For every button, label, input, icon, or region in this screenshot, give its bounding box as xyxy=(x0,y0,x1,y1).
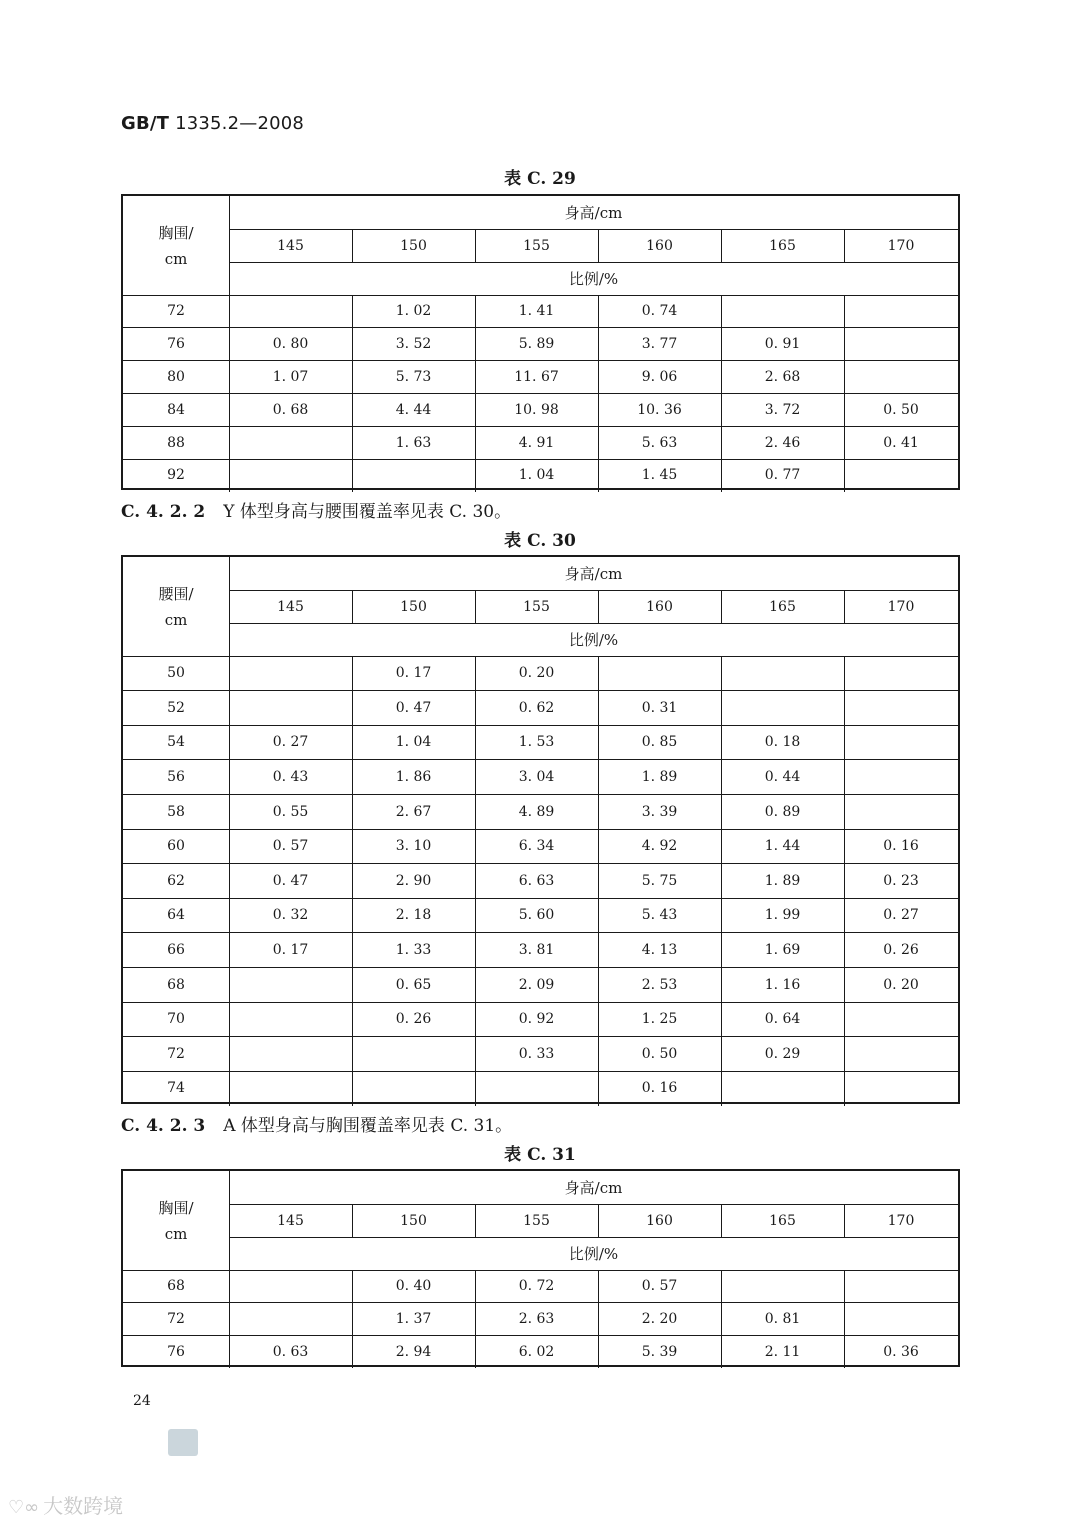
table-cell xyxy=(229,1037,352,1072)
table-cell: 5. 73 xyxy=(395,368,432,385)
table-cell xyxy=(721,1071,844,1106)
table-cell xyxy=(229,1303,352,1336)
table-cell: 1. 04 xyxy=(395,734,432,751)
table-cell xyxy=(844,1270,958,1303)
stub-label-line2: cm xyxy=(164,249,188,268)
table-cell: 0. 16 xyxy=(883,838,919,855)
table-cell: 1. 44 xyxy=(764,838,801,855)
table-cell: 3. 72 xyxy=(764,401,801,418)
table-cell: 0. 68 xyxy=(272,401,309,418)
table-cell: 0. 72 xyxy=(518,1278,555,1295)
table-cell: 2. 68 xyxy=(764,368,801,385)
table-cell: 0. 27 xyxy=(883,907,919,924)
table-cell xyxy=(844,760,958,795)
row-key: 76 xyxy=(167,1343,185,1360)
table-cell xyxy=(229,691,352,726)
table-cell: 6. 02 xyxy=(518,1343,555,1360)
row-key: 62 xyxy=(167,872,185,889)
table-cell: 11. 67 xyxy=(514,368,559,385)
row-key: 88 xyxy=(167,434,185,451)
column-header: 170 xyxy=(887,1212,915,1229)
table-cell: 1. 04 xyxy=(518,467,555,484)
row-key: 76 xyxy=(167,336,185,353)
table-cell: 5. 39 xyxy=(641,1343,678,1360)
row-key: 74 xyxy=(167,1080,185,1097)
table-cell: 2. 20 xyxy=(641,1311,678,1328)
table-cell: 2. 18 xyxy=(395,907,432,924)
row-key: 72 xyxy=(167,303,185,320)
table-cell: 2. 63 xyxy=(518,1311,555,1328)
table-cell xyxy=(229,459,352,492)
table-cell: 1. 89 xyxy=(641,769,678,786)
row-key: 52 xyxy=(167,699,185,716)
table-cell: 0. 50 xyxy=(641,1045,678,1062)
table-cell xyxy=(844,691,958,726)
table-cell: 0. 33 xyxy=(518,1045,555,1062)
table-cell: 2. 94 xyxy=(395,1343,432,1360)
table-cell: 0. 47 xyxy=(272,872,309,889)
table-cell: 0. 65 xyxy=(395,976,432,993)
table-cell: 0. 62 xyxy=(518,699,555,716)
ratio-label: 比例/% xyxy=(568,631,619,649)
row-key: 68 xyxy=(167,976,185,993)
table-cell xyxy=(844,1037,958,1072)
table-cell: 3. 77 xyxy=(641,336,678,353)
column-header: 145 xyxy=(277,237,304,254)
table-cell: 5. 63 xyxy=(641,434,678,451)
table-cell: 2. 67 xyxy=(395,803,432,820)
table-c30 xyxy=(121,555,960,1104)
table-cell: 0. 91 xyxy=(764,336,801,353)
table-cell: 1. 86 xyxy=(395,769,432,786)
table-cell: 2. 53 xyxy=(641,976,678,993)
table-cell xyxy=(844,361,958,394)
table-cell: 0. 26 xyxy=(395,1011,432,1028)
table-cell: 4. 92 xyxy=(641,838,678,855)
standard-code: 1335.2—2008 xyxy=(175,113,305,134)
column-header: 165 xyxy=(769,237,796,254)
column-group-label: 身高/cm xyxy=(564,1179,623,1197)
table-cell xyxy=(229,1002,352,1037)
row-key: 50 xyxy=(167,665,185,682)
table-cell xyxy=(352,1037,475,1072)
column-header: 150 xyxy=(400,1212,427,1229)
table-cell xyxy=(352,459,475,492)
table-cell xyxy=(721,656,844,691)
table-cell: 4. 89 xyxy=(518,803,555,820)
table-cell: 0. 18 xyxy=(764,734,801,751)
table-cell xyxy=(721,295,844,328)
table-cell xyxy=(229,426,352,459)
row-key: 64 xyxy=(167,907,185,924)
clause-c4-2-3 xyxy=(121,1111,512,1136)
table-cell: 0. 36 xyxy=(883,1343,919,1360)
table-cell xyxy=(844,328,958,361)
table-cell: 0. 44 xyxy=(764,769,801,786)
column-header: 160 xyxy=(646,1212,673,1229)
document-header xyxy=(121,113,304,134)
table-cell: 1. 33 xyxy=(395,942,432,959)
standard-prefix: GB/T xyxy=(121,113,170,134)
column-group-label: 身高/cm xyxy=(564,565,623,583)
table-cell xyxy=(598,656,721,691)
row-key: 58 xyxy=(167,803,185,820)
table-cell xyxy=(352,1071,475,1106)
table-cell: 1. 16 xyxy=(764,976,801,993)
table-cell: 0. 29 xyxy=(764,1045,801,1062)
stub-header xyxy=(123,1171,229,1270)
table-cell xyxy=(229,295,352,328)
stub-label-line2: cm xyxy=(164,610,188,629)
column-header: 155 xyxy=(523,237,550,254)
table-cell: 2. 90 xyxy=(395,872,432,889)
table-cell: 3. 04 xyxy=(518,769,555,786)
table-cell xyxy=(229,1270,352,1303)
table-cell: 1. 99 xyxy=(764,907,801,924)
table-cell: 4. 13 xyxy=(641,942,678,959)
publisher-logo xyxy=(168,1429,198,1456)
watermark-icon: ♡∞ xyxy=(8,1497,40,1518)
column-header: 160 xyxy=(646,237,673,254)
table-cell xyxy=(844,459,958,492)
table-cell: 10. 36 xyxy=(637,401,682,418)
column-header: 170 xyxy=(887,598,915,615)
table-cell: 1. 07 xyxy=(272,368,309,385)
table-cell xyxy=(229,1071,352,1106)
table-cell: 1. 45 xyxy=(641,467,678,484)
table-cell: 1. 89 xyxy=(764,872,801,889)
table-cell: 0. 20 xyxy=(518,665,555,682)
watermark-text: 大数跨境 xyxy=(43,1494,124,1518)
table-cell: 1. 53 xyxy=(518,734,555,751)
row-key: 68 xyxy=(167,1278,185,1295)
table-cell: 5. 75 xyxy=(641,872,678,889)
row-key: 70 xyxy=(167,1011,185,1028)
table-cell: 0. 47 xyxy=(395,699,432,716)
table-cell: 0. 85 xyxy=(641,734,678,751)
table-cell: 0. 26 xyxy=(883,942,919,959)
table-cell: 3. 10 xyxy=(395,838,432,855)
table-cell: 0. 41 xyxy=(883,434,919,451)
row-key: 72 xyxy=(167,1311,185,1328)
clause-text: A 体型身高与胸围覆盖率见表 C. 31。 xyxy=(223,1116,513,1136)
table-cell: 0. 27 xyxy=(272,734,309,751)
table-cell: 0. 31 xyxy=(641,699,678,716)
table-cell: 6. 34 xyxy=(518,838,555,855)
table-cell: 2. 09 xyxy=(518,976,555,993)
column-header: 145 xyxy=(277,1212,304,1229)
table-cell: 1. 63 xyxy=(395,434,432,451)
table-cell: 0. 32 xyxy=(272,907,309,924)
table-cell: 0. 80 xyxy=(272,336,309,353)
table-cell: 0. 17 xyxy=(395,665,432,682)
table-cell: 5. 89 xyxy=(518,336,555,353)
table-c31 xyxy=(121,1169,960,1367)
table-cell: 3. 81 xyxy=(518,942,555,959)
stub-label-line1: 胸围/ xyxy=(158,223,194,242)
table-cell: 10. 98 xyxy=(514,401,559,418)
table-cell: 0. 50 xyxy=(883,401,919,418)
page-number: 24 xyxy=(133,1393,151,1409)
row-key: 92 xyxy=(167,467,185,484)
table-cell xyxy=(229,656,352,691)
table-cell: 5. 60 xyxy=(518,907,555,924)
table-cell xyxy=(844,1071,958,1106)
table-caption-c31: 表 C. 31 xyxy=(504,1145,576,1165)
table-cell: 0. 43 xyxy=(272,769,309,786)
table-cell xyxy=(844,1303,958,1336)
stub-label-line2: cm xyxy=(164,1224,188,1243)
table-cell: 6. 63 xyxy=(518,872,555,889)
row-key: 80 xyxy=(167,368,185,385)
column-header: 150 xyxy=(400,237,427,254)
table-cell xyxy=(475,1071,598,1106)
table-caption-c30: 表 C. 30 xyxy=(504,531,576,551)
table-cell: 9. 06 xyxy=(641,368,678,385)
table-cell: 0. 55 xyxy=(272,803,309,820)
ratio-label: 比例/% xyxy=(568,1245,619,1263)
column-header: 155 xyxy=(523,1212,550,1229)
stub-header xyxy=(123,557,229,656)
table-cell: 4. 91 xyxy=(518,434,555,451)
table-cell: 4. 44 xyxy=(395,401,432,418)
row-key: 72 xyxy=(167,1045,185,1062)
table-cell: 0. 17 xyxy=(272,942,309,959)
row-key: 56 xyxy=(167,769,185,786)
stub-label-line1: 胸围/ xyxy=(158,1198,194,1217)
table-cell xyxy=(844,794,958,829)
ratio-label: 比例/% xyxy=(568,270,619,288)
table-cell: 2. 46 xyxy=(764,434,801,451)
row-key: 66 xyxy=(167,942,185,959)
table-cell: 0. 74 xyxy=(641,303,678,320)
table-cell: 0. 23 xyxy=(883,872,919,889)
table-cell: 1. 69 xyxy=(764,942,801,959)
table-cell: 3. 52 xyxy=(395,336,432,353)
clause-number: C. 4. 2. 2 xyxy=(121,502,206,522)
column-header: 165 xyxy=(769,1212,796,1229)
stub-label-line1: 腰围/ xyxy=(158,584,194,603)
table-cell xyxy=(229,967,352,1002)
table-cell: 0. 40 xyxy=(395,1278,432,1295)
table-cell xyxy=(721,691,844,726)
table-cell: 1. 37 xyxy=(395,1311,432,1328)
table-cell: 0. 89 xyxy=(764,803,801,820)
table-cell: 1. 02 xyxy=(395,303,432,320)
column-header: 165 xyxy=(769,598,796,615)
column-header: 160 xyxy=(646,598,673,615)
table-cell: 0. 81 xyxy=(764,1311,801,1328)
table-cell: 3. 39 xyxy=(641,803,678,820)
table-cell: 0. 63 xyxy=(272,1343,309,1360)
table-cell xyxy=(721,1270,844,1303)
table-cell: 1. 25 xyxy=(641,1011,678,1028)
table-cell: 0. 92 xyxy=(518,1011,555,1028)
table-cell xyxy=(844,295,958,328)
table-cell: 0. 64 xyxy=(764,1011,801,1028)
table-cell: 0. 20 xyxy=(883,976,919,993)
watermark xyxy=(8,1490,123,1519)
column-header: 145 xyxy=(277,598,304,615)
row-key: 54 xyxy=(167,734,185,751)
row-key: 60 xyxy=(167,838,185,855)
clause-c4-2-2 xyxy=(121,497,511,522)
table-cell: 0. 77 xyxy=(764,467,801,484)
table-cell xyxy=(844,656,958,691)
table-cell: 0. 57 xyxy=(272,838,309,855)
clause-text: Y 体型身高与腰围覆盖率见表 C. 30。 xyxy=(223,502,512,522)
clause-number: C. 4. 2. 3 xyxy=(121,1116,206,1136)
table-cell: 0. 57 xyxy=(641,1278,678,1295)
column-group-label: 身高/cm xyxy=(564,204,623,222)
table-caption-c29: 表 C. 29 xyxy=(504,169,576,189)
stub-header xyxy=(123,196,229,295)
table-c29 xyxy=(121,194,960,490)
table-cell: 2. 11 xyxy=(764,1343,801,1360)
column-header: 155 xyxy=(523,598,550,615)
column-header: 170 xyxy=(887,237,915,254)
table-cell xyxy=(844,1002,958,1037)
column-header: 150 xyxy=(400,598,427,615)
table-cell: 1. 41 xyxy=(518,303,555,320)
table-cell: 5. 43 xyxy=(641,907,678,924)
table-cell: 0. 16 xyxy=(641,1080,678,1097)
table-cell xyxy=(844,725,958,760)
row-key: 84 xyxy=(167,401,185,418)
